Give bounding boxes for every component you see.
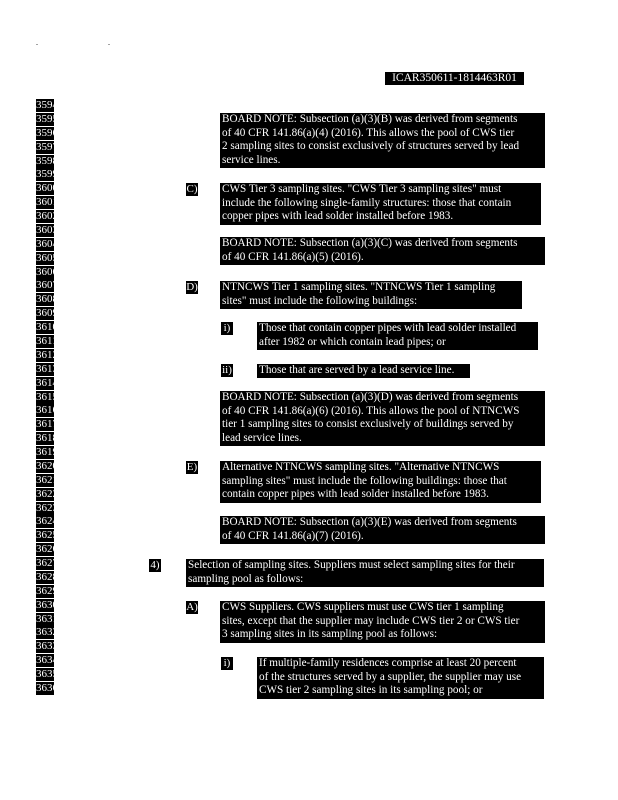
text-line: sites, except that the supplier may include CWS tier 2 or CWS tier <box>222 614 520 627</box>
board-note-e <box>220 516 545 544</box>
text-line: If multiple-family residences comprise at least 20 percent <box>259 657 517 669</box>
line-number: 3615 <box>36 390 58 403</box>
line-number: 3636 <box>36 682 58 694</box>
board-note-d <box>220 391 545 446</box>
text-line: Those that contain copper pipes with lead solder installed <box>259 322 517 334</box>
line-number: 3633 <box>36 640 58 653</box>
text-line: of the structures served by a supplier, the supplier may use <box>259 670 522 683</box>
line-number: 3632 <box>36 626 58 639</box>
line-number: 3618 <box>36 432 58 445</box>
text-line: Alternative NTNCWS sampling sites. "Alternative NTNCWS <box>222 461 500 473</box>
line-number: 3605 <box>36 251 58 264</box>
line-number: 3604 <box>36 237 58 250</box>
line-number: 3628 <box>36 570 58 583</box>
text-line: 2 sampling sites to consist exclusively of structures served by lead <box>222 140 520 153</box>
text-line: CWS Tier 3 sampling sites. "CWS Tier 3 sampling sites" must <box>222 183 502 195</box>
item-marker-e: E) <box>186 461 198 473</box>
text-line: of 40 CFR 141.86(a)(7) (2016). <box>222 529 364 542</box>
item-marker-a-i: i) <box>221 657 233 670</box>
scan-marks: . . <box>36 38 144 47</box>
line-number: 3603 <box>36 223 58 236</box>
item-marker-a: A) <box>186 601 198 613</box>
line-number: 3607 <box>36 279 58 292</box>
item-e-text <box>220 461 541 503</box>
text-line: lead service lines. <box>222 432 302 445</box>
text-line: BOARD NOTE: Subsection (a)(3)(E) was derived from segments <box>222 516 517 528</box>
line-number: 3597 <box>36 140 58 153</box>
item-4-text <box>186 559 544 587</box>
line-number: 3634 <box>36 654 58 667</box>
line-number: 3614 <box>36 376 58 389</box>
line-number: 3600 <box>36 182 58 195</box>
text-line: Those that are served by a lead service line. <box>259 364 455 376</box>
text-line: sites" must include the following buildings: <box>222 294 418 307</box>
item-c-text <box>220 183 541 225</box>
line-number: 3602 <box>36 210 58 222</box>
item-a-text <box>220 601 545 643</box>
text-line: BOARD NOTE: Subsection (a)(3)(C) was derived from segments <box>222 237 518 249</box>
item-marker-d: D) <box>186 281 198 293</box>
line-number: 3635 <box>36 668 58 681</box>
line-number: 3595 <box>36 112 58 125</box>
text-line: sampling pool as follows: <box>188 572 304 585</box>
line-number: 3630 <box>36 598 58 611</box>
text-line: NTNCWS Tier 1 sampling sites. "NTNCWS Tier 1 sampling <box>222 281 496 293</box>
line-number: 3599 <box>36 168 58 181</box>
item-d-text <box>220 281 522 309</box>
text-line: contain copper pipes with lead solder installed before 1983. <box>222 488 489 501</box>
line-number: 3609 <box>36 307 58 320</box>
board-note-c <box>220 237 545 265</box>
line-number: 3610 <box>36 321 58 334</box>
text-line: CWS Suppliers. CWS suppliers must use CWS tier 1 sampling <box>222 601 504 613</box>
line-number: 3621 <box>36 473 58 486</box>
text-line: tier 1 sampling sites to consist exclusively of buildings served by <box>222 418 514 431</box>
text-line: sampling sites" must include the following buildings: those that <box>222 474 507 487</box>
line-number: 3606 <box>36 265 58 278</box>
line-number: 3623 <box>36 501 58 514</box>
line-number: 3598 <box>36 154 58 167</box>
line-number: 3616 <box>36 404 58 417</box>
document-id: ICAR350611-1814463R01 <box>385 72 524 85</box>
text-line: of 40 CFR 141.86(a)(4) (2016). This allows the pool of CWS tier <box>222 126 515 139</box>
text-line: include the following single-family structures: those that contain <box>222 196 512 209</box>
text-line: service lines. <box>222 154 281 167</box>
line-number: 3608 <box>36 293 58 306</box>
item-marker-c: C) <box>186 183 198 195</box>
text-line: of 40 CFR 141.86(a)(6) (2016). This allows the pool of NTNCWS <box>222 404 520 417</box>
text-line: 3 sampling sites in its sampling pool as follows: <box>222 628 438 641</box>
line-number: 3629 <box>36 584 58 597</box>
line-number: 3617 <box>36 418 58 431</box>
board-note-b <box>220 113 545 168</box>
line-number: 3631 <box>36 612 58 625</box>
item-a-i-text <box>257 657 544 699</box>
text-line: after 1982 or which contain lead pipes; or <box>259 335 446 348</box>
line-number: 3613 <box>36 362 58 375</box>
text-line: copper pipes with lead solder installed before 1983. <box>222 210 454 223</box>
line-number: 3619 <box>36 446 58 458</box>
text-line: Selection of sampling sites. Suppliers must select sampling sites for their <box>188 559 515 571</box>
line-number: 3622 <box>36 487 58 500</box>
line-number: 3625 <box>36 529 58 542</box>
item-marker-d-i: i) <box>221 322 233 335</box>
text-line: CWS tier 2 sampling sites in its sampling pool; or <box>259 684 483 697</box>
line-number: 3627 <box>36 557 58 569</box>
item-marker-d-ii: ii) <box>222 364 232 376</box>
text-line: BOARD NOTE: Subsection (a)(3)(D) was derived from segments <box>222 391 519 403</box>
text-line: of 40 CFR 141.86(a)(5) (2016). <box>222 250 364 263</box>
item-d-i-text <box>257 322 538 350</box>
line-number: 3611 <box>36 335 58 347</box>
line-number: 3626 <box>36 543 58 556</box>
item-d-ii-text <box>257 364 470 378</box>
line-number: 3620 <box>36 459 58 472</box>
line-number: 3624 <box>36 515 58 528</box>
line-number: 3601 <box>36 196 58 209</box>
line-number: 3594 <box>36 99 58 111</box>
line-number: 3596 <box>36 126 58 139</box>
text-line: BOARD NOTE: Subsection (a)(3)(B) was derived from segments <box>222 113 518 125</box>
item-marker-4: 4) <box>150 559 160 571</box>
line-number: 3612 <box>36 348 58 361</box>
